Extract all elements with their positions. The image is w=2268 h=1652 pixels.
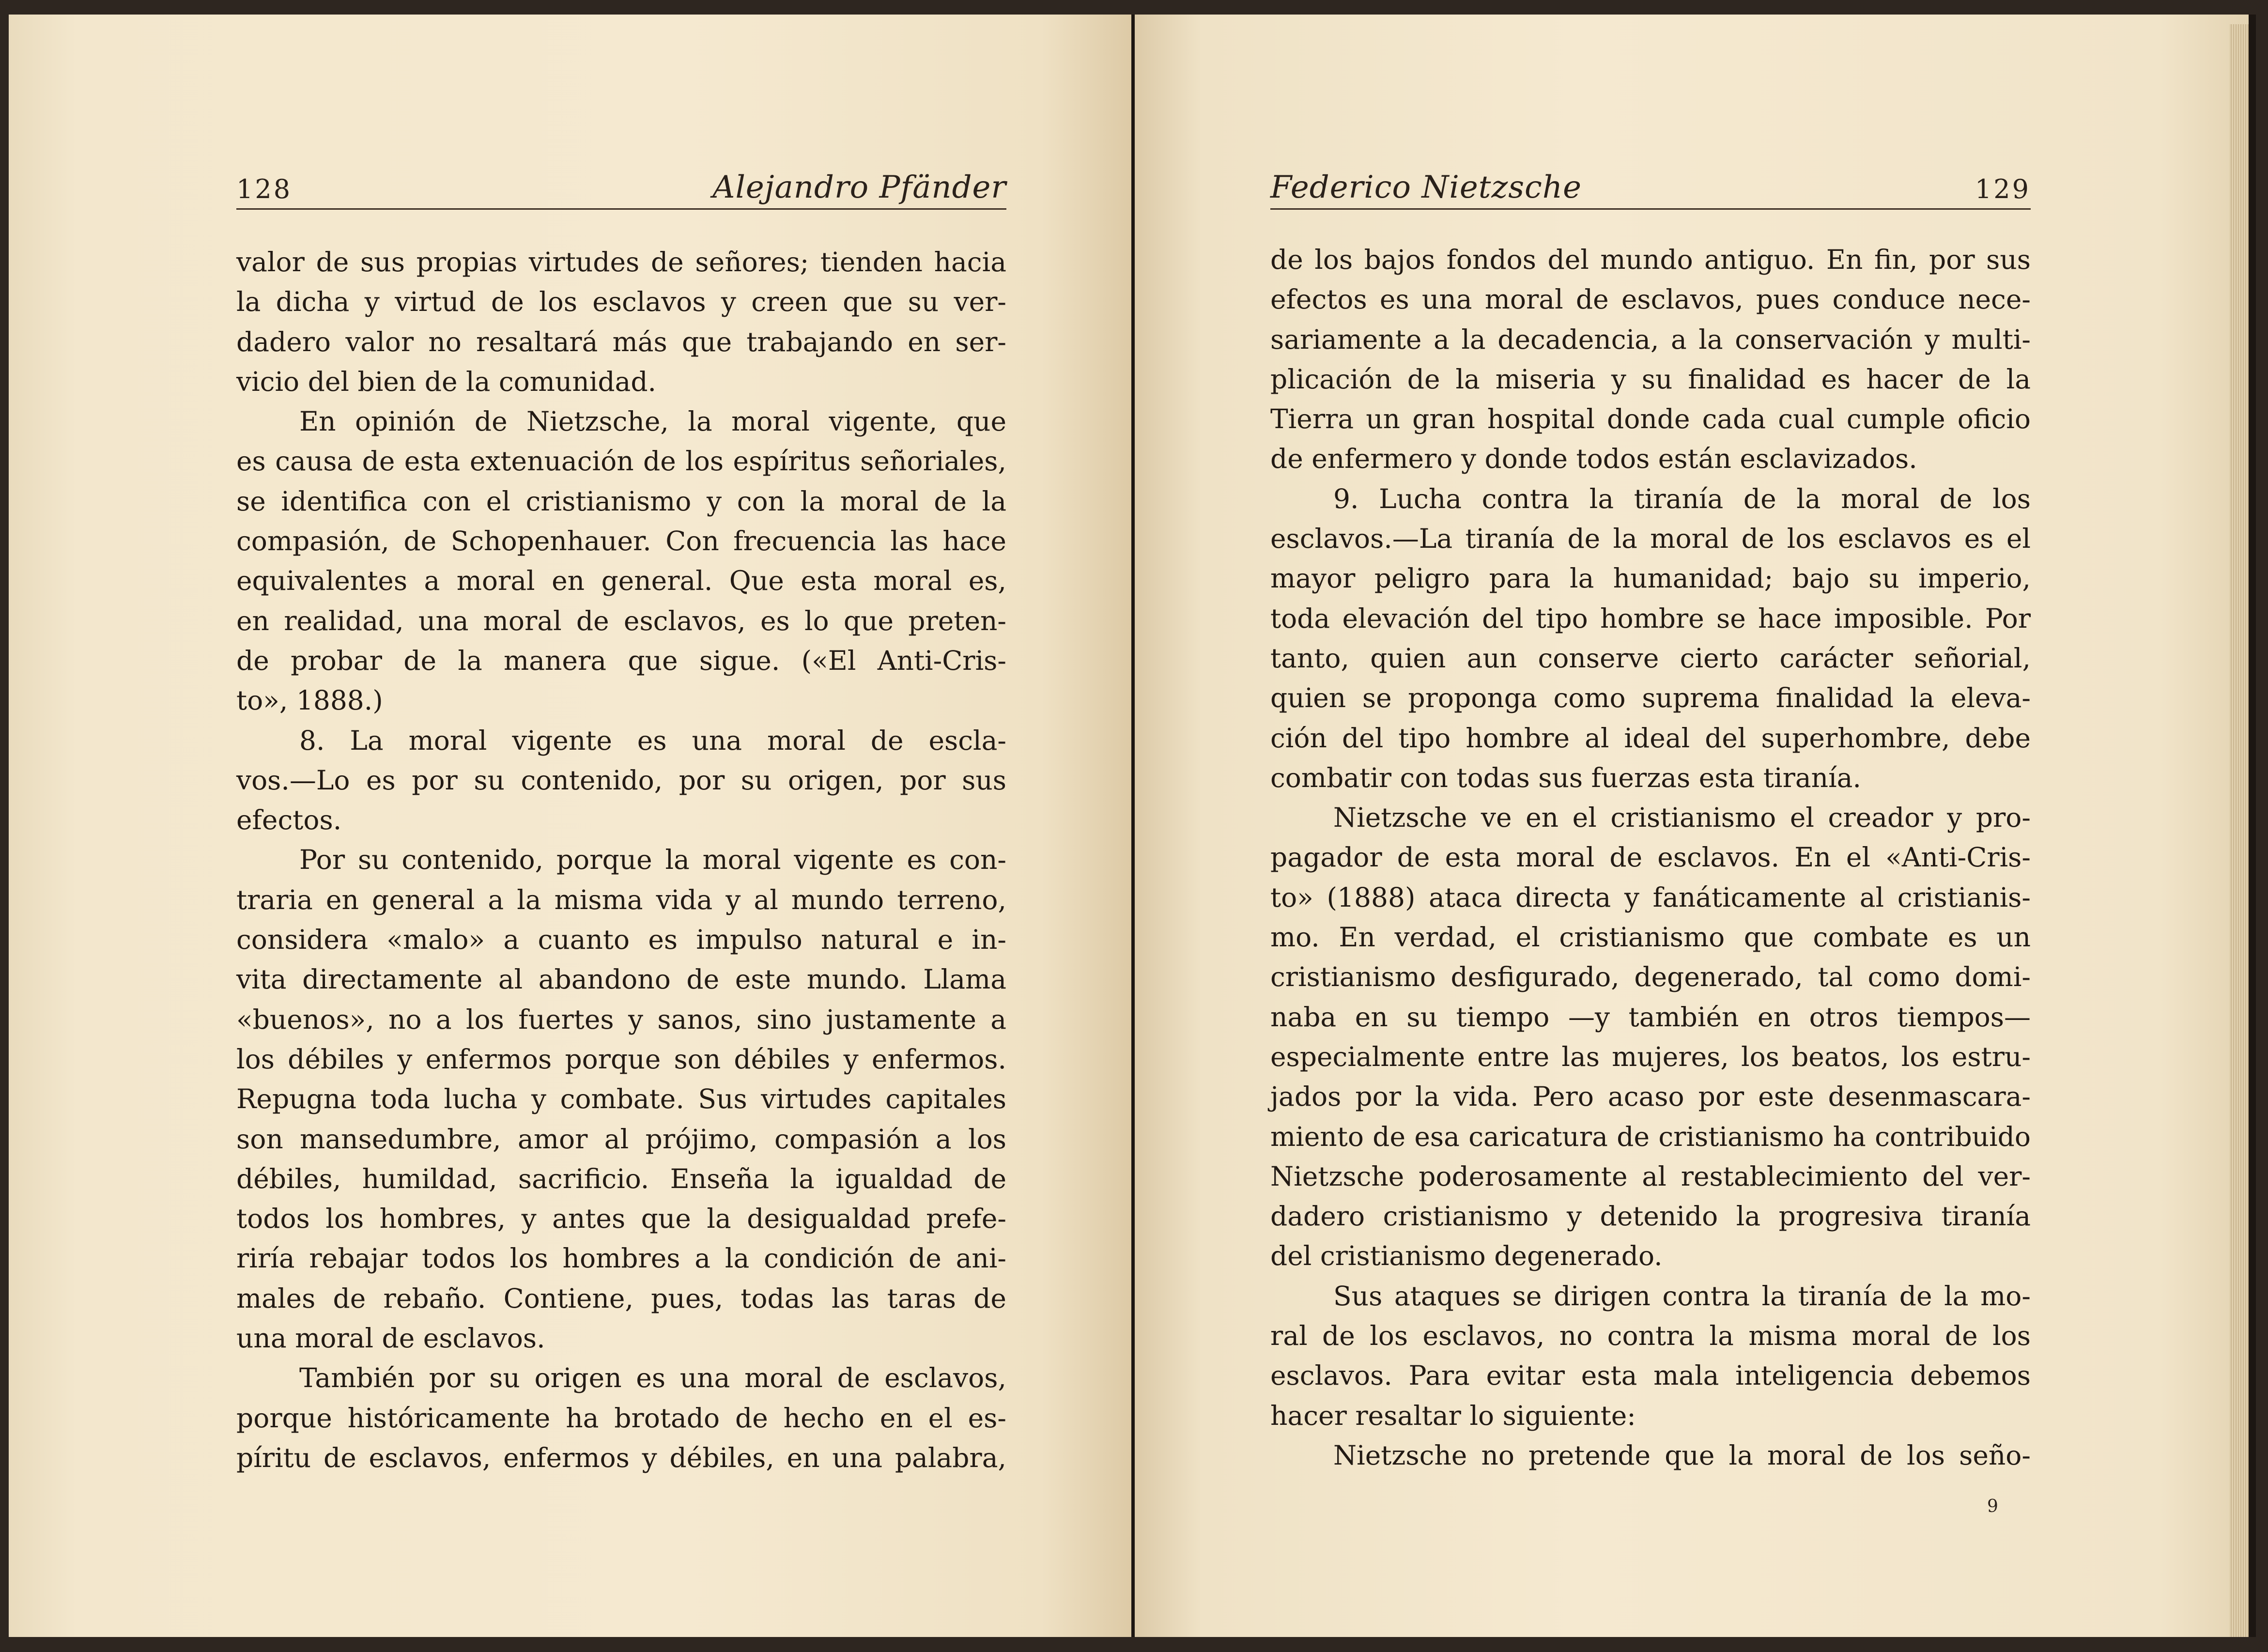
running-head: Federico Nietzsche (1270, 170, 1582, 205)
text-line: vos.—Lo es por su contenido, por su origen, por sus (236, 764, 1006, 796)
text-line: la dicha y virtud de los esclavos y creen que su ver- (236, 286, 1006, 318)
text-line: mo. En verdad, el cristianismo que combate es un (1270, 922, 2031, 953)
left-page-header (236, 170, 1006, 210)
page-number: 129 (1975, 174, 2031, 204)
text-line: del cristianismo degenerado. (1270, 1240, 1663, 1272)
text-line: valor de sus propias virtudes de señores; tienden hacia (236, 247, 1006, 278)
text-line: de probar de la manera que sigue. («El Anti-Cris- (236, 645, 1006, 676)
text-line: porque históricamente ha brotado de hecho en el es- (236, 1402, 1006, 1434)
text-line: Tierra un gran hospital donde cada cual cumple oficio (1270, 403, 2031, 435)
book-spread (9, 15, 2256, 1637)
text-line: Nietzsche poderosamente al restablecimiento del ver- (1270, 1160, 2031, 1192)
text-line: «buenos», no a los fuertes y sanos, sino justamente a (236, 1004, 1006, 1035)
text-line: Nietzsche no pretende que la moral de los seño- (1333, 1439, 2031, 1471)
text-line: Por su contenido, porque la moral vigente es con- (299, 844, 1006, 876)
text-line: plicación de la miseria y su finalidad es hacer de la (1270, 363, 2031, 395)
text-line: es causa de esta extenuación de los espíritus señoriales, (236, 446, 1006, 477)
text-line: son mansedumbre, amor al prójimo, compasión a los (236, 1123, 1006, 1155)
text-line: jados por la vida. Pero acaso por este desenmascara- (1270, 1081, 2031, 1112)
text-line: ción del tipo hombre al ideal del superhombre, debe (1270, 722, 2031, 754)
text-line: compasión, de Schopenhauer. Con frecuencia las hace (236, 525, 1006, 557)
text-line: traria en general a la misma vida y al mundo terreno, (236, 884, 1006, 915)
text-line: pagador de esta moral de esclavos. En el «Anti-Cris- (1270, 842, 2031, 873)
text-line: También por su origen es una moral de esclavos, (299, 1362, 1006, 1394)
text-line: efectos. (236, 804, 342, 836)
right-page-body (1270, 240, 2031, 1475)
text-line: riría rebajar todos los hombres a la condición de ani- (236, 1243, 1006, 1274)
text-line: dadero valor no resaltará más que trabajando en ser- (236, 326, 1006, 357)
text-line: males de rebaño. Contiene, pues, todas las taras de (236, 1282, 1006, 1314)
text-line: to» (1888) ataca directa y fanáticamente al cristianis- (1270, 881, 2031, 913)
page-edge (2229, 24, 2249, 1637)
text-line: considera «malo» a cuanto es impulso natural e in- (236, 924, 1006, 956)
text-line: especialmente entre las mujeres, los beatos, los estru- (1270, 1041, 2031, 1072)
text-line: sariamente a la decadencia, a la conservación y multi- (1270, 324, 2031, 355)
text-line: En opinión de Nietzsche, la moral vigente, que (299, 406, 1006, 437)
text-line: Nietzsche ve en el cristianismo el creador y pro- (1333, 802, 2031, 834)
signature-mark: 9 (1987, 1497, 1998, 1516)
text-line: 8. La moral vigente es una moral de escla- (299, 725, 1006, 756)
text-line: se identifica con el cristianismo y con la moral de la (236, 485, 1006, 517)
left-page (9, 15, 1131, 1637)
text-line: naba en su tiempo —y también en otros tiempos— (1270, 1001, 2031, 1033)
text-line: 9. Lucha contra la tiranía de la moral de los (1333, 483, 2031, 514)
text-line: Sus ataques se dirigen contra la tiranía de la mo- (1333, 1280, 2031, 1312)
text-line: mayor peligro para la humanidad; bajo su imperio, (1270, 563, 2031, 594)
running-head: Alejandro Pfänder (712, 170, 1006, 205)
text-line: vita directamente al abandono de este mundo. Llama (236, 964, 1006, 995)
text-line: efectos es una moral de esclavos, pues conduce nece- (1270, 284, 2031, 315)
text-line: hacer resaltar lo siguiente: (1270, 1400, 1636, 1431)
text-line: toda elevación del tipo hombre se hace imposible. Por (1270, 602, 2031, 634)
text-line: en realidad, una moral de esclavos, es lo que preten- (236, 605, 1006, 636)
text-line: esclavos.—La tiranía de la moral de los esclavos es el (1270, 523, 2031, 555)
text-line: de enfermero y donde todos están esclavizados. (1270, 443, 1917, 475)
page-number: 128 (236, 174, 293, 204)
left-page-body (236, 242, 1006, 1478)
text-line: Repugna toda lucha y combate. Sus virtudes capitales (236, 1083, 1006, 1115)
text-line: ral de los esclavos, no contra la misma moral de los (1270, 1320, 2031, 1352)
text-line: tanto, quien aun conserve cierto carácter señorial, (1270, 642, 2031, 674)
text-line: to», 1888.) (236, 685, 383, 716)
text-line: quien se proponga como suprema finalidad la eleva- (1270, 682, 2031, 714)
text-line: cristianismo desfigurado, degenerado, tal como domi- (1270, 961, 2031, 993)
text-line: combatir con todas sus fuerzas esta tiranía. (1270, 762, 1861, 793)
text-line: una moral de esclavos. (236, 1323, 545, 1354)
text-line: equivalentes a moral en general. Que esta moral es, (236, 565, 1006, 597)
right-page-header (1270, 170, 2031, 210)
text-line: débiles, humildad, sacrificio. Enseña la igualdad de (236, 1163, 1006, 1194)
text-line: de los bajos fondos del mundo antiguo. En fin, por sus (1270, 244, 2031, 275)
text-line: esclavos. Para evitar esta mala inteligencia debemos (1270, 1360, 2031, 1391)
text-line: dadero cristianismo y detenido la progresiva tiranía (1270, 1201, 2031, 1232)
right-page (1135, 15, 2249, 1637)
text-line: los débiles y enfermos porque son débiles y enfermos. (236, 1043, 1006, 1075)
text-line: píritu de esclavos, enfermos y débiles, en una palabra, (236, 1442, 1006, 1473)
text-line: miento de esa caricatura de cristianismo ha contribuido (1270, 1121, 2031, 1152)
text-line: vicio del bien de la comunidad. (236, 366, 657, 397)
text-line: todos los hombres, y antes que la desigualdad prefe- (236, 1203, 1006, 1235)
